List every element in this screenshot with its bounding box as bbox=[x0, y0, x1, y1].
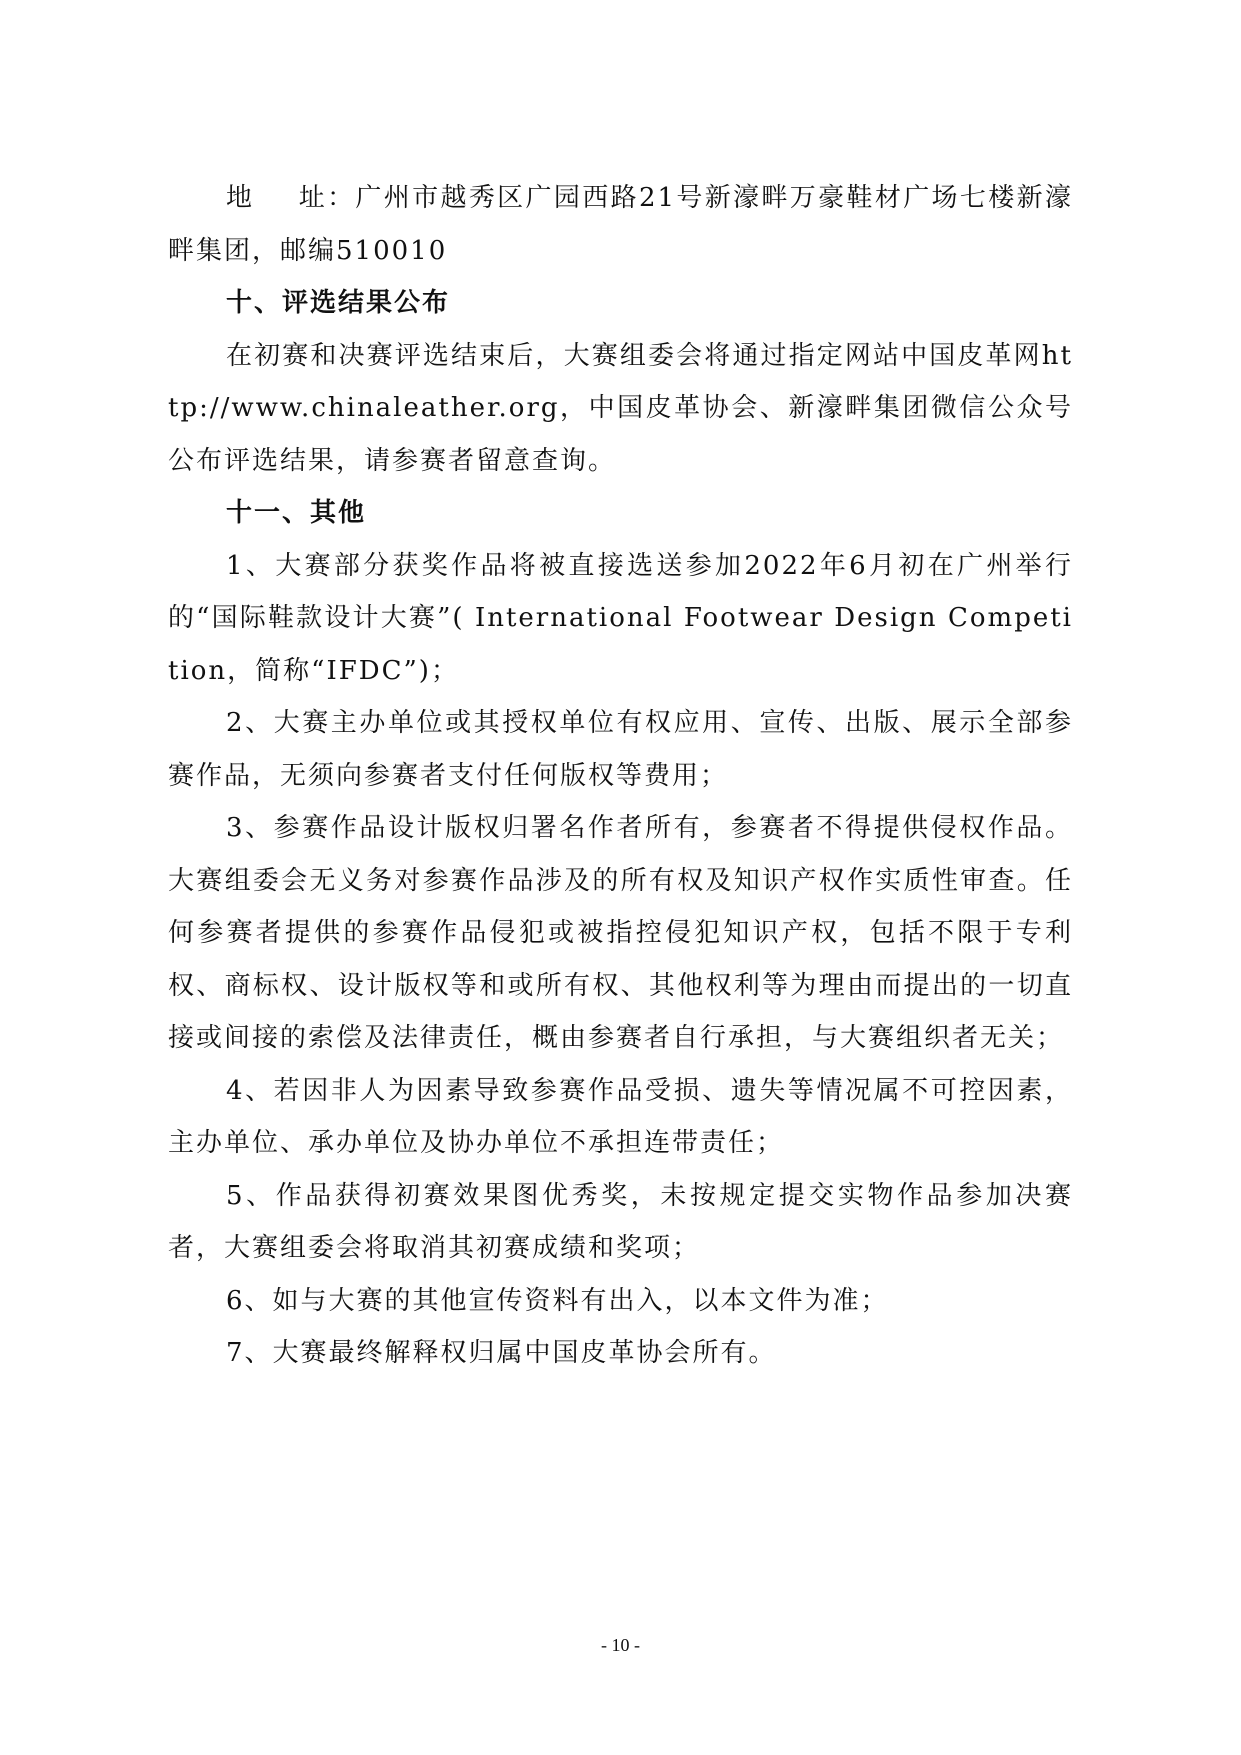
section-10-heading: 十、评选结果公布 bbox=[226, 288, 451, 318]
section-11-item-3: 3、参赛作品设计版权归署名作者所有，参赛者不得提供侵权作品。大赛组委会无义务对参赛作品涉及的所有权及知识产权作实质性审查。任何参赛者提供的参赛作品侵犯或被指控侵犯知识产权，包括不限于专利权、商标权、设计版权等和或所有权、其他权利等为理由而提出的一切直接或间接的索偿及法律责任，概由参赛者自行承担，与大赛组织者无关； bbox=[168, 813, 1073, 1053]
section-11-item-5: 5、作品获得初赛效果图优秀奖，未按规定提交实物作品参加决赛者，大赛组委会将取消其初赛成绩和奖项； bbox=[168, 1180, 1073, 1263]
section-11-item-2: 2、大赛主办单位或其授权单位有权应用、宣传、出版、展示全部参赛作品，无须向参赛者支付任何版权等费用； bbox=[168, 708, 1073, 791]
address-label-first: 地 bbox=[226, 183, 255, 213]
address-label-second: 址： bbox=[298, 183, 356, 213]
page-number: - 10 - bbox=[601, 1635, 640, 1655]
document-body bbox=[168, 172, 1073, 1380]
address-paragraph bbox=[168, 172, 1073, 277]
section-11-item-1: 1、大赛部分获奖作品将被直接选送参加2022年6月初在广州举行的“国际鞋款设计大赛”( International Footwear Design Competition，简称“IFDC”)； bbox=[168, 550, 1073, 686]
section-11-item-7: 7、大赛最终解释权归属中国皮革协会所有。 bbox=[226, 1338, 777, 1368]
section-11-heading: 十一、其他 bbox=[226, 498, 367, 528]
address-text: 广州市越秀区广园西路21号新濠畔万豪鞋材广场七楼新濠畔集团，邮编510010 bbox=[168, 183, 1073, 266]
section-10-paragraph: 在初赛和决赛评选结束后，大赛组委会将通过指定网站中国皮革网http://www.chinaleather.org，中国皮革协会、新濠畔集团微信公众号公布评选结果，请参赛者留意查询。 bbox=[168, 340, 1073, 476]
section-11-item-4: 4、若因非人为因素导致参赛作品受损、遗失等情况属不可控因素，主办单位、承办单位及协办单位不承担连带责任； bbox=[168, 1075, 1073, 1158]
section-11-item-6: 6、如与大赛的其他宣传资料有出入，以本文件为准； bbox=[226, 1285, 889, 1316]
